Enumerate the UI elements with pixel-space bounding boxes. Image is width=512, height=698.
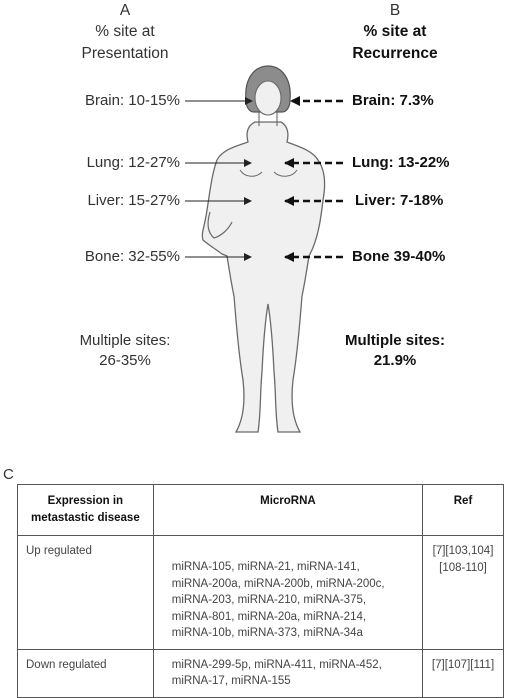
recurrence-header-line2: Recurrence: [352, 45, 438, 62]
table-header-row: [18, 485, 504, 536]
microrna-line: miRNA-801, miRNA-20a, miRNA-214,: [171, 610, 367, 623]
header-expression-line1: Expression in: [47, 495, 124, 507]
recurrence-liver-label: Liver: 7-18%: [355, 192, 444, 209]
header-expression: [18, 485, 154, 536]
presentation-lung-label: Lung: 12-27%: [86, 154, 180, 171]
ref-line: [7][107][111]: [431, 658, 495, 671]
ref-line: [108-110]: [439, 561, 487, 574]
presentation-header-line2: Presentation: [81, 45, 169, 62]
recurrence-multiple-sites: [330, 331, 460, 371]
panel-label-b: B: [389, 2, 401, 19]
microrna-cell: [153, 536, 422, 650]
recurrence-multiple-line1: Multiple sites:: [344, 332, 445, 349]
microrna-line: miRNA-200a, miRNA-200b, miRNA-200c,: [171, 577, 385, 590]
microrna-table: [17, 484, 504, 698]
presentation-bone-label: Bone: 32-55%: [84, 248, 180, 265]
face: [255, 81, 281, 115]
presentation-brain-label: Brain: 10-15%: [84, 92, 180, 109]
microrna-cell: [153, 649, 422, 697]
expression-cell: Up regulated: [18, 536, 154, 650]
panel-label-c: C: [3, 466, 14, 483]
microrna-line: miRNA-17, miRNA-155: [171, 675, 291, 687]
recurrence-lung-label: Lung: 13-22%: [352, 154, 450, 171]
presentation-liver-label: Liver: 15-27%: [87, 192, 180, 209]
header-microrna: MicroRNA: [153, 485, 422, 536]
recurrence-brain-label: Brain: 7.3%: [352, 92, 434, 109]
ref-cell: [423, 536, 504, 650]
panel-label-a: A: [119, 2, 131, 19]
presentation-multiple-line2: 26-35%: [99, 352, 151, 369]
microrna-line: miRNA-203, miRNA-210, miRNA-375,: [171, 594, 367, 606]
presentation-multiple-line1: Multiple sites:: [79, 332, 171, 349]
header-expression-line2: metastastic disease: [31, 512, 140, 524]
recurrence-bone-label: Bone 39-40%: [352, 248, 446, 265]
recurrence-multiple-line2: 21.9%: [373, 352, 417, 369]
microrna-line: miRNA-10b, miRNA-373, miRNA-34a: [171, 627, 363, 639]
table-row: [18, 649, 504, 697]
microrna-line: miRNA-299-5p, miRNA-411, miRNA-452,: [171, 658, 382, 671]
ref-line: [7][103,104]: [432, 545, 494, 557]
presentation-header-line1: % site at: [95, 23, 155, 40]
expression-cell: Down regulated: [18, 649, 154, 697]
header-ref: Ref: [423, 485, 504, 536]
table-row: [18, 536, 504, 650]
presentation-multiple-sites: [60, 331, 190, 371]
body-silhouette: [202, 122, 324, 432]
recurrence-header-line1: % site at: [363, 23, 427, 40]
microrna-line: miRNA-105, miRNA-21, miRNA-141,: [171, 561, 360, 573]
ref-cell: [423, 649, 504, 697]
